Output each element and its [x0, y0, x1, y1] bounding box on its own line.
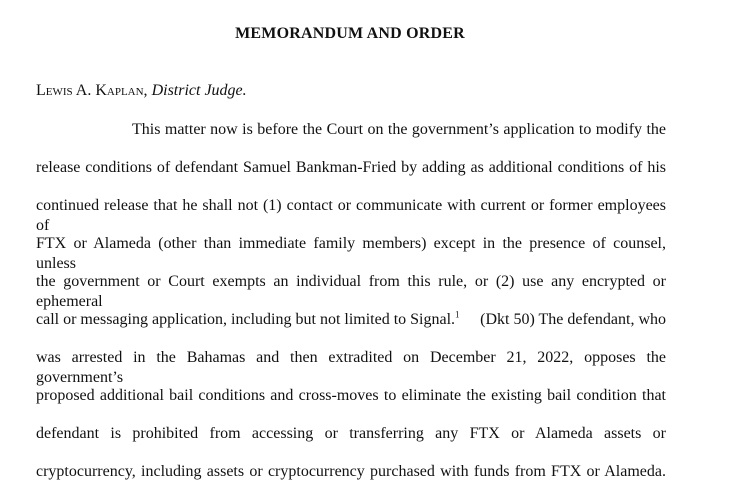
document-title: MEMORANDUM AND ORDER [235, 25, 465, 42]
judge-attribution [36, 82, 247, 100]
paragraph-line-6-head [36, 310, 460, 330]
paragraph-line-6 [36, 310, 666, 330]
paragraph-line-6-tail: (Dkt 50) The defendant, who [480, 311, 666, 328]
line-6-text: call or messaging application, including but not limited to Signal. [36, 311, 456, 328]
paragraph-line-1: This matter now is before the Court on the government’s application to modify the [132, 121, 666, 138]
judge-name: Lewis A. Kaplan, [36, 82, 148, 99]
footnote-marker[interactable]: 1 [455, 309, 460, 320]
paragraph-line-2: release conditions of defendant Samuel Bankman-Fried by adding as additional conditions of his [36, 159, 666, 176]
paragraph-line-10: cryptocurrency, including assets or cryptocurrency purchased with funds from FTX or Alameda. [36, 463, 666, 480]
paragraph-line-7: was arrested in the Bahamas and then extradited on December 21, 2022, opposes the government’s [36, 349, 666, 386]
paragraph-line-3: continued release that he shall not (1) contact or communicate with current or former employees of [36, 197, 666, 234]
paragraph-line-5: the government or Court exempts an individual from this rule, or (2) use any encrypted or ephemeral [36, 273, 666, 310]
paragraph-line-9: defendant is prohibited from accessing or transferring any FTX or Alameda assets or [36, 425, 666, 442]
paragraph-line-4: FTX or Alameda (other than immediate family members) except in the presence of counsel, unless [36, 235, 666, 272]
paragraph-line-8: proposed additional bail conditions and cross-moves to eliminate the existing bail condition that [36, 387, 666, 404]
judge-title: District Judge. [151, 82, 247, 99]
